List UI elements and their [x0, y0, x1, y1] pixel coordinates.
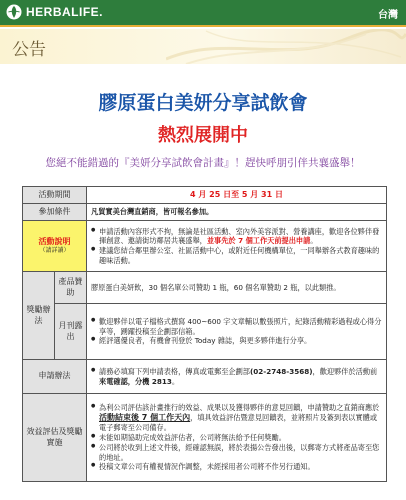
event-subtitle: 熱烈展開中: [158, 125, 248, 146]
row-conditions: [23, 204, 387, 221]
evaluation-content: [87, 394, 387, 482]
product-sponsor-text: 膠原蛋白美妍飲，30 個名單公司贊助 1 瓶，60 個名單贊助 2 瓶，以此類推。: [87, 272, 387, 304]
description-item: ● 申請活動內容形式不拘，無論是社區活動、室內外美容派對、營養講座，歡迎各位夥伴發揮創意、邀請街坊鄰居共襄盛舉，並事先於 7 個工作天前提出申請。: [91, 227, 382, 246]
evaluation-item: ● 投稿文章公司有權視情況作調整，未經採用者公司將不作另行通知。: [91, 462, 382, 472]
row-rewards-product: [23, 272, 387, 304]
application-content: [87, 360, 387, 394]
event-details-table: [22, 186, 387, 482]
application-item: ● 請務必填寫下列申請表格，傳真或電郵至企劃部(02-2748-3568)，歡迎夥伴於活動前來電確認，分機 2813。: [91, 367, 382, 386]
header-bar: [0, 0, 406, 27]
description-label: 活動說明: [38, 236, 71, 246]
row-description: [23, 221, 387, 272]
row-application: [23, 360, 387, 394]
product-sponsor-label: 產品贊助: [55, 272, 87, 304]
conditions-value: 凡貿實美台灣直銷商，皆可報名參加。: [87, 204, 387, 221]
monthly-item: ● 歡迎夥伴以電子檔格式撰寫 400~600 字文章輔以數張照片，紀錄活動精彩過程或心得分享等，踴躍投稿至企劃部信箱。: [91, 317, 382, 336]
period-value: 4 月 25 日至 5 月 31 日: [87, 187, 387, 204]
brand-name: HERBALIFE.: [26, 5, 103, 19]
monthly-feature-content: [87, 304, 387, 360]
row-period: [23, 187, 387, 204]
description-item: ● 建議您結合鄰里辦公室、社區活動中心，或附近任何機構單位，一同舉辦各式教育趣味的趣味活動。: [91, 246, 382, 265]
row-evaluation: [23, 394, 387, 482]
evaluation-item: ● 公司將於收到上述文件後，經確認無誤，將於表揚公告發出後，以郵寄方式將產品寄至您的地址。: [91, 443, 382, 462]
event-tagline: 您絕不能錯過的『美妍分享試飲會計畫』！趕快呼朋引伴共襄盛舉！: [45, 157, 361, 169]
rewards-label: 獎勵辦法: [23, 272, 55, 360]
herbalife-leaf-icon: [6, 4, 22, 20]
evaluation-label: 效益評估及獎勵實施: [23, 394, 87, 482]
description-label-note: （請詳讀）: [39, 247, 70, 255]
description-label-cell: [23, 221, 87, 272]
banner-decoration: [166, 29, 406, 64]
monthly-item: ● 經評選優良者，有機會刊登於 Today 雜誌，與更多夥伴進行分享。: [91, 336, 382, 346]
application-label: 申請辦法: [23, 360, 87, 394]
banner-title: 公告: [12, 40, 46, 60]
evaluation-item: ● 未能如期協助完成效益評估者，公司將無法給予任何獎勵。: [91, 433, 382, 443]
region-label: 台灣: [378, 10, 398, 21]
period-label: 活動期間: [23, 187, 87, 204]
conditions-label: 參加條件: [23, 204, 87, 221]
announcement-banner: [0, 29, 406, 64]
monthly-feature-label: 月刊露出: [55, 304, 87, 360]
row-rewards-monthly: [23, 304, 387, 360]
description-content: [87, 221, 387, 272]
evaluation-item: ● 為利公司評估該計畫推行的效益、成果以及獲得夥伴的意見回饋，申請贊助之直銷商應於活動結束後 7 個工作天內，填具效益評估暨意見回饋表，並將照片及簽到表以實體或電子郵寄至公司備存。: [91, 403, 382, 433]
event-title: 膠原蛋白美妍分享試飲會: [98, 92, 308, 114]
brand-logo[interactable]: [6, 4, 103, 20]
